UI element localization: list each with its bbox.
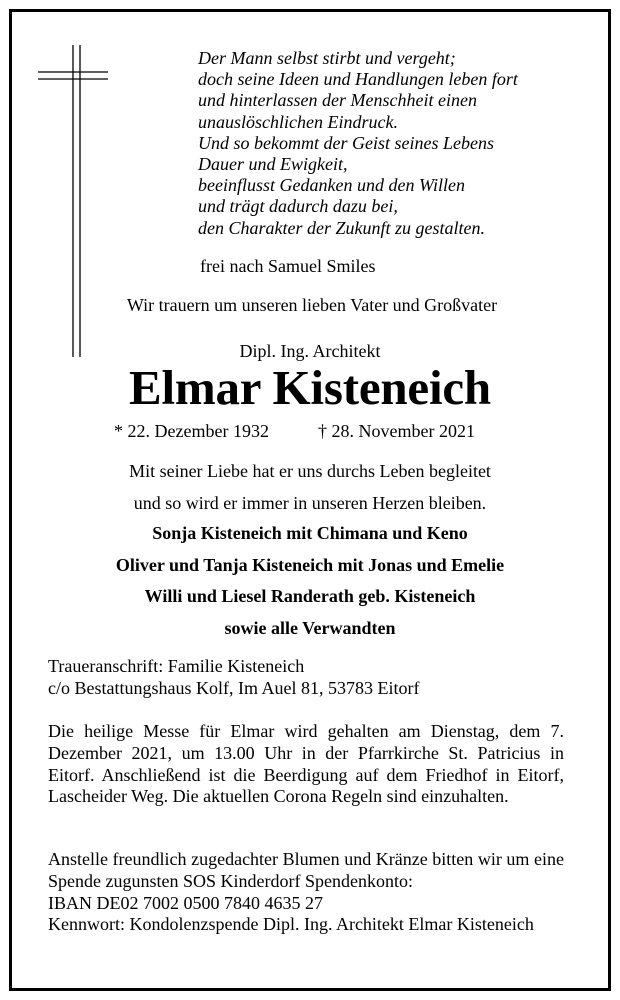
family-list [0,518,620,644]
family-line: Sonja Kisteneich mit Chimana und Keno [152,523,468,543]
poem-line: Der Mann selbst stirbt und vergeht; [198,48,456,68]
deceased-title: Dipl. Ing. Architekt [239,341,381,361]
death-date: † 28. November 2021 [318,421,475,441]
tribute [0,456,620,519]
family-line: Oliver und Tanja Kisteneich mit Jonas und Emelie [115,554,505,575]
mourning-line: Wir trauern um unseren lieben Vater und Großvater [126,295,498,315]
poem-line: doch seine Ideen und Handlungen leben fort [198,69,518,90]
poem-line: und trägt dadurch dazu bei, [198,196,398,217]
poem-line: unauslöschlichen Eindruck. [198,111,398,132]
mourning-address [48,656,564,699]
donation-iban: IBAN DE02 7002 0500 7840 4635 27 [48,892,323,913]
tribute-line: Mit seiner Liebe hat er uns durchs Leben begleitet [129,461,491,481]
donation-text: Anstelle freundlich zugedachter Blumen und Kränze bitten wir um eine Spende zugunsten SOS Kinderdorf Spendenkonto: [48,849,564,891]
poem-line: den Charakter der Zukunft zu gestalten. [198,217,485,238]
poem-line: beeinflusst Gedanken und den Willen [198,175,465,196]
funeral-mass-info: Die heilige Messe für Elmar wird gehalten am Dienstag, dem 7. Dezember 2021, um 13.00 Uhr in der Pfarrkirche St. Patricius in Eitorf. Anschließend ist die Beerdigung auf dem Friedhof in Eitorf, Lascheider Weg. Die aktuellen Corona Regeln sind einzuhalten. [48,721,564,807]
donation-info [48,849,564,936]
address-line: c/o Bestattungshaus Kolf, Im Auel 81, 53783 Eitorf [48,677,420,698]
tribute-line: und so wird er immer in unseren Herzen bleiben. [133,492,487,513]
family-line: sowie alle Verwandten [224,617,396,638]
poem [198,48,598,239]
poem-attribution: frei nach Samuel Smiles [200,256,376,276]
poem-line: und hinterlassen der Menschheit einen [198,90,477,111]
poem-line: Dauer und Ewigkeit, [198,154,348,175]
birth-date: * 22. Dezember 1932 [114,421,269,441]
family-line: Willi und Liesel Randerath geb. Kisteneich [144,586,476,606]
address-line: Traueranschrift: Familie Kisteneich [48,656,305,676]
poem-line: Und so bekommt der Geist seines Lebens [198,132,494,153]
deceased-name: Elmar Kisteneich [128,360,491,415]
donation-reference: Kennwort: Kondolenzspende Dipl. Ing. Architekt Elmar Kisteneich [48,914,534,935]
